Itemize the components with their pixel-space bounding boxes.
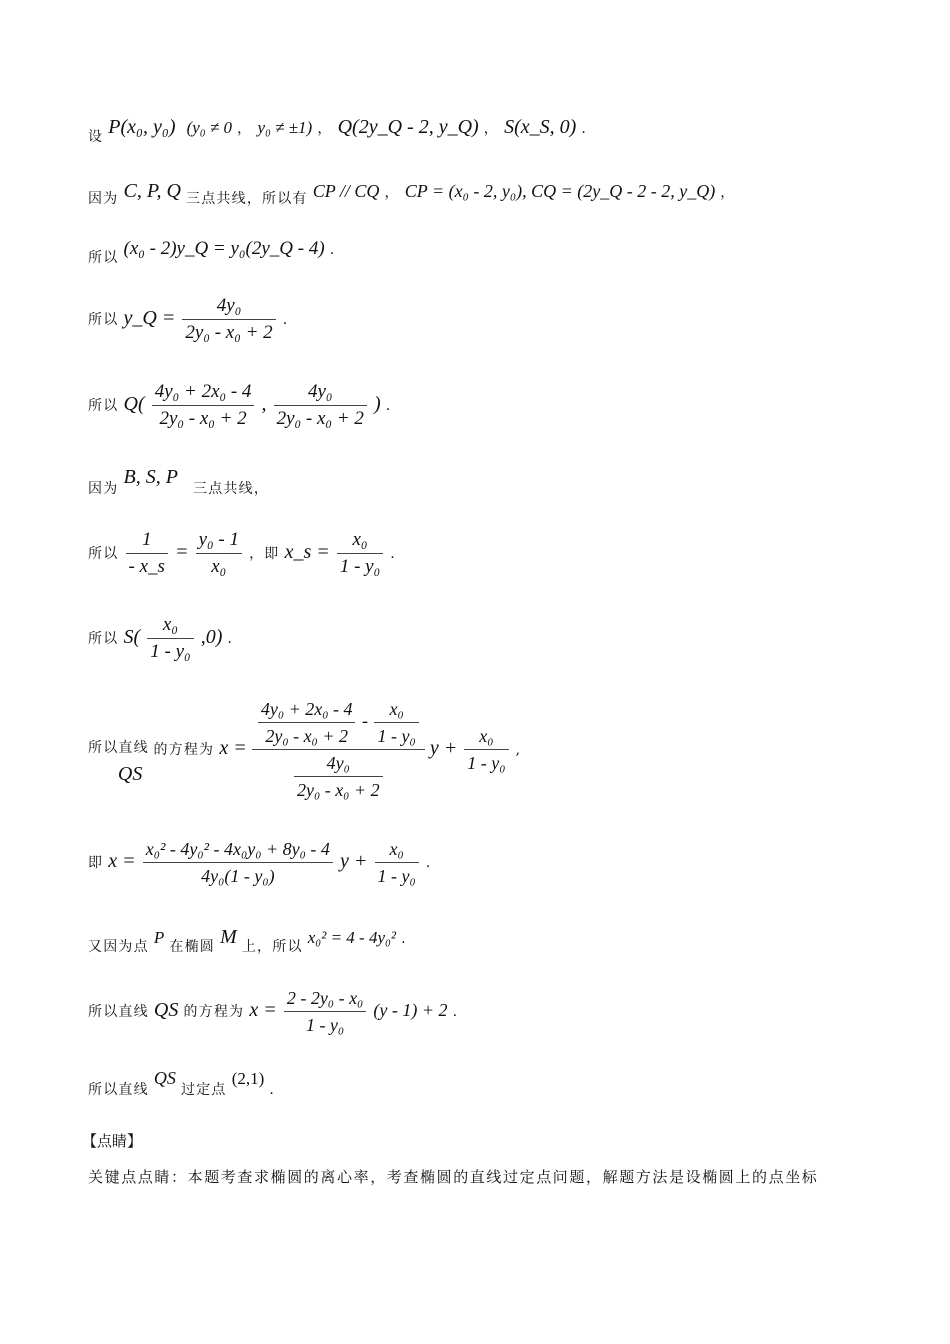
fraction-numerator: 2 - 2y₀ - x₀ [284, 985, 366, 1012]
math-x-eq: x = [249, 999, 277, 1021]
fraction-denominator: - x_s [128, 556, 165, 577]
text-period: . [227, 631, 234, 647]
fraction-numerator: 4y₀ [274, 379, 367, 406]
text-period: . [390, 546, 396, 562]
comment-heading: 【点睛】 [82, 1132, 143, 1150]
text-because: 因为 [88, 481, 119, 497]
math-cond-y0: (y₀ ≠ 0 [186, 118, 233, 137]
math-qs: QS [117, 763, 143, 785]
text-collinear: 三点共线，所以有 [186, 191, 308, 207]
compound-numerator [252, 696, 425, 750]
math-x-eq: x = [108, 850, 136, 872]
text-comma: ， [384, 185, 400, 201]
fraction-qx [152, 379, 255, 432]
fraction-n4 [464, 723, 508, 776]
compound-denominator [252, 750, 425, 803]
math-close-paren: ) [373, 393, 381, 415]
line-xs [88, 527, 396, 580]
line-equation-1 [88, 238, 336, 266]
fraction-numerator: x₀ [375, 836, 419, 863]
fraction-yq [182, 293, 275, 346]
text-so: 所以 [88, 546, 119, 562]
text-so: 上，所以 [241, 939, 303, 955]
fraction-numerator: y₀ - 1 [196, 527, 242, 554]
text-namely: ，即 [249, 546, 280, 562]
fraction-sx [147, 612, 193, 665]
fraction-final [284, 985, 366, 1038]
line-simplified [88, 836, 432, 889]
fraction-numerator: 1 [126, 527, 168, 554]
text-period: . [282, 312, 289, 328]
fraction-y0-minus-1 [196, 527, 242, 580]
fraction-xs [337, 527, 383, 580]
fraction-denominator: 1 - y₀ [305, 1015, 345, 1035]
text-so-line: 所以直线 [88, 1004, 149, 1020]
text-so: 所以 [88, 631, 119, 647]
text-comma: , [515, 742, 522, 758]
text-equation-of: 的方程为 [153, 742, 215, 758]
math-comma: , [261, 393, 267, 415]
fraction-denominator: 1 - y₀ [339, 556, 381, 577]
fraction-numerator: 4y₀ + 2x₀ - 4 [258, 696, 356, 723]
math-tail: (y - 1) + 2 [373, 1000, 448, 1020]
fraction-numerator: 4y₀ [182, 293, 275, 320]
fraction-denominator: 4y₀(1 - y₀) [201, 866, 275, 886]
text-equation-of: 的方程为 [183, 1004, 245, 1020]
fraction-denominator: 2y₀ - x₀ + 2 [296, 780, 380, 800]
line-qs-final [88, 985, 458, 1038]
text-so: 所以 [88, 398, 119, 414]
text-collinear: 三点共线， [193, 481, 270, 497]
fraction-n2 [374, 696, 418, 749]
math-point-p: P(x₀, y₀) [108, 116, 176, 138]
line-yq [88, 293, 288, 346]
fraction-numerator: x₀ [337, 527, 383, 554]
text-period: . [452, 1004, 459, 1020]
fraction-denominator: 2y₀ - x₀ + 2 [185, 322, 273, 343]
fraction-numerator: x₀ [464, 723, 508, 750]
text-so: 所以 [88, 312, 119, 328]
math-point-s: S(x_S, 0) [504, 116, 577, 138]
text-so: 所以 [88, 250, 119, 266]
line-collinear-bsp [88, 466, 270, 497]
fraction-denominator: 1 - y₀ [377, 866, 416, 886]
math-vectors: CP = (x₀ - 2, y₀), CQ = (2y_Q - 2 - 2, y_Q) [404, 181, 716, 201]
fraction-numerator: x₀ [374, 696, 418, 723]
math-s-open: S( [123, 626, 141, 648]
fraction-denominator: x₀ [211, 556, 227, 577]
math-y-plus: y + [429, 737, 458, 759]
fraction-denominator: 1 - y₀ [467, 753, 506, 773]
line-qs-equation [88, 696, 521, 803]
fraction-numerator: 4y₀ [294, 750, 383, 777]
fraction-numerator: 4y₀ + 2x₀ - 4 [152, 379, 255, 406]
math-minus: - [361, 710, 368, 731]
math-p: P [153, 928, 165, 947]
text-also-because: 又因为点 [88, 939, 149, 955]
line-s-coords [88, 612, 233, 665]
math-point-q: Q(2y_Q - 2, y_Q) [337, 116, 479, 138]
text-comma: ， [720, 185, 736, 201]
text-period: . [269, 1082, 276, 1098]
text-comma: ， [317, 121, 333, 137]
line-collinear-cpq [88, 180, 736, 207]
fraction-denominator: 2y₀ - x₀ + 2 [159, 408, 247, 429]
fraction-denominator: 1 - y₀ [377, 726, 416, 746]
fraction-n3 [294, 750, 383, 803]
text-period: . [329, 242, 336, 258]
math-eq-1: (x₀ - 2)y_Q = y₀(2y_Q - 4) [123, 238, 325, 259]
text-period: . [401, 931, 407, 947]
fraction-qy [274, 379, 367, 432]
line-fixed-point [88, 1068, 276, 1098]
fraction-n1 [258, 696, 356, 749]
fraction-x0 [375, 836, 419, 889]
math-s-tail: ,0) [200, 626, 223, 648]
math-x0-squared: x₀² = 4 - 4y₀² [307, 928, 397, 947]
text-so-line: 所以直线 [88, 740, 149, 756]
comment-text: 关键点点睛：本题考查求椭圆的离心率，考查椭圆的直线过定点问题，解题方法是设椭圆上的点坐标 [88, 1168, 819, 1186]
fraction-denominator: 2y₀ - x₀ + 2 [276, 408, 364, 429]
math-yq-lhs: y_Q = [123, 307, 176, 329]
fraction-numerator: x₀ [147, 612, 193, 639]
text-period: . [385, 398, 392, 414]
fraction-denominator: 2y₀ - x₀ + 2 [265, 726, 348, 746]
text-comma: ， [483, 121, 499, 137]
math-cond-y0-2: y₀ ≠ ±1) [257, 118, 313, 137]
math-point-2-1: (2,1) [231, 1069, 265, 1088]
text-comma: ， [237, 121, 253, 137]
math-xs-lhs: x_s = [284, 541, 330, 563]
math-points-cpq: C, P, Q [123, 180, 181, 202]
fraction-numerator: x₀² - 4y₀² - 4x₀y₀ + 8y₀ - 4 [143, 836, 333, 863]
math-y-plus: y + [340, 850, 368, 872]
fraction-1-over-xs [126, 527, 168, 580]
text-she: 设 [88, 129, 104, 145]
line-q-coords [88, 379, 391, 432]
math-equals: = [175, 541, 189, 563]
text-because: 因为 [88, 191, 119, 207]
text-namely: 即 [88, 855, 104, 871]
text-passes-fixed-point: 过定点 [181, 1082, 227, 1098]
fraction-denominator: 1 - y₀ [150, 641, 191, 662]
math-q-open: Q( [123, 393, 145, 415]
line-ellipse-condition [88, 926, 407, 955]
compound-fraction [252, 696, 425, 803]
math-qs: QS [153, 1068, 176, 1088]
math-parallel: CP // CQ [312, 181, 380, 201]
text-period: . [581, 121, 588, 137]
line-set-points [88, 116, 588, 145]
math-x-eq: x = [219, 737, 247, 759]
math-qs: QS [153, 999, 179, 1021]
text-period: . [425, 855, 432, 871]
text-so-line: 所以直线 [88, 1082, 149, 1098]
math-points-bsp: B, S, P [123, 466, 178, 488]
math-m: M [220, 926, 237, 948]
fraction-simplified [143, 836, 333, 889]
text-on-ellipse: 在椭圆 [169, 939, 215, 955]
